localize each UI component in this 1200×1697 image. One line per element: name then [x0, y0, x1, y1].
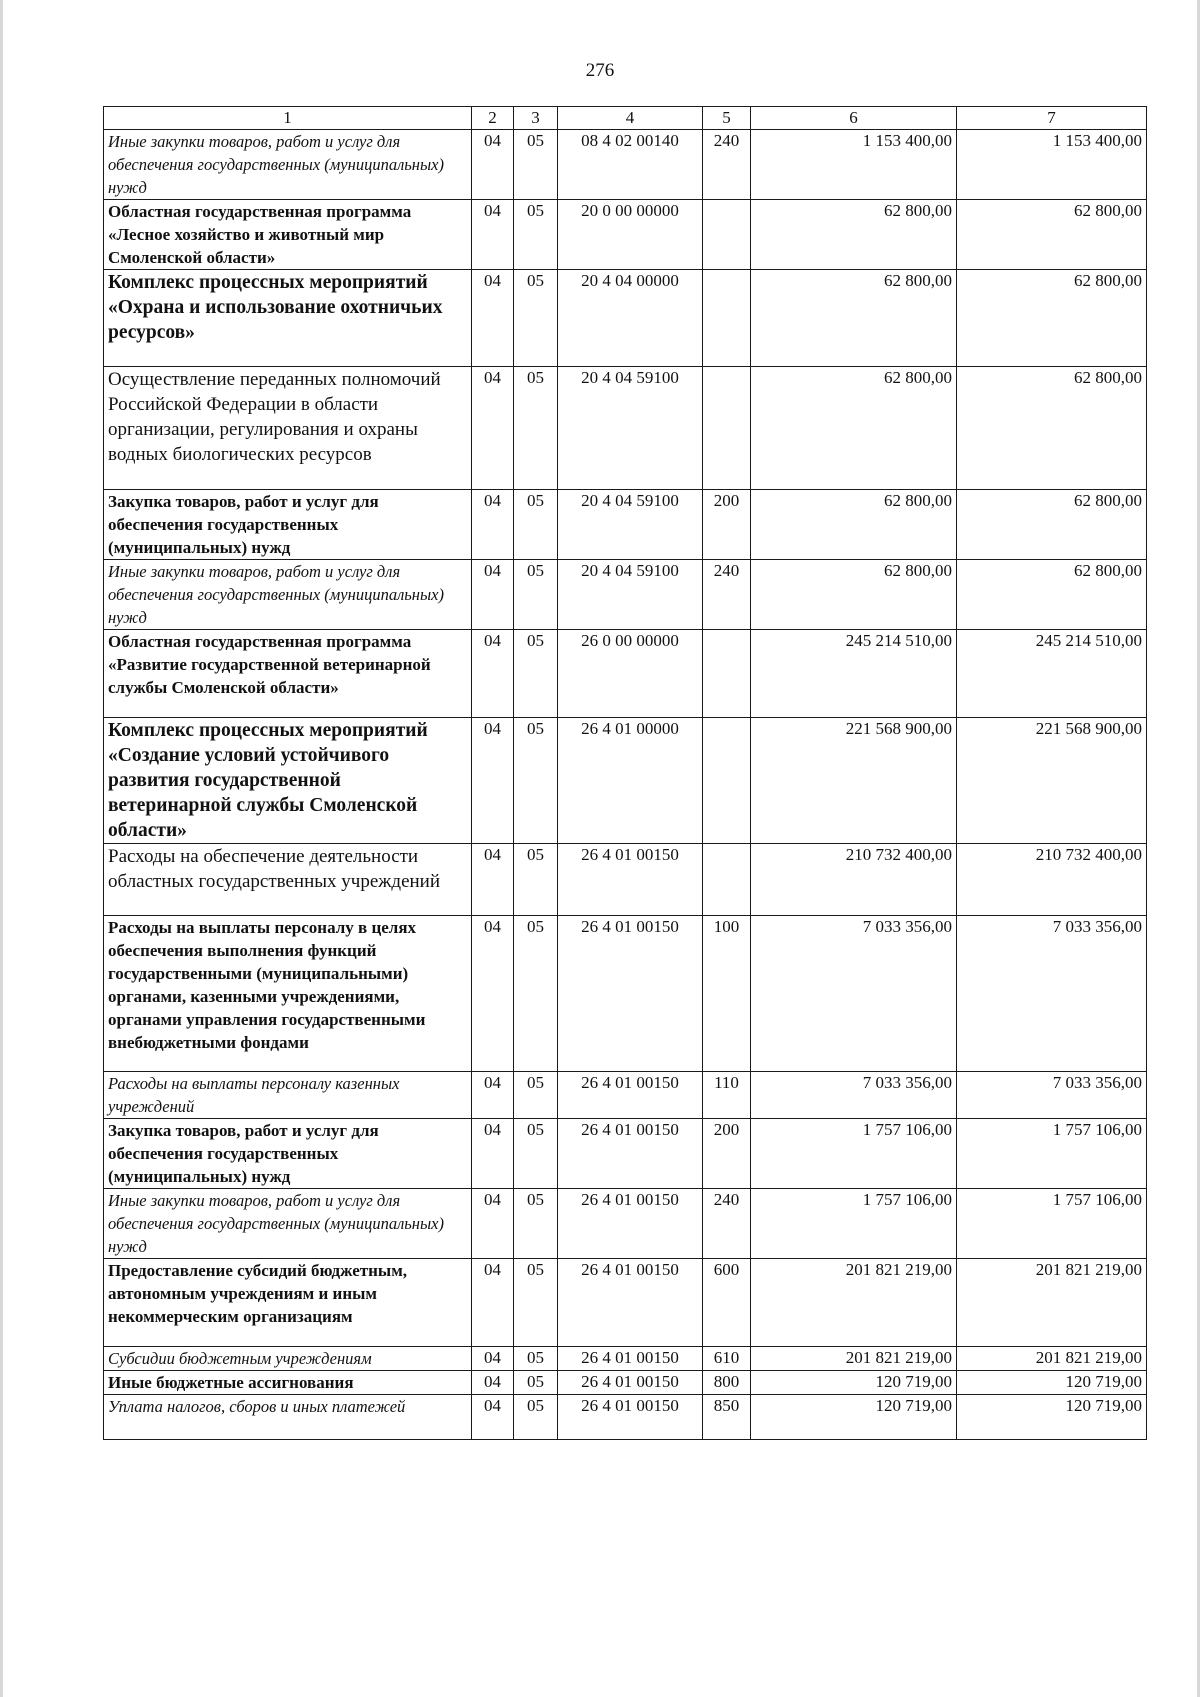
budget-table-body: [104, 130, 1147, 1440]
row-target-article-code: 26 4 01 00000: [558, 718, 703, 844]
row-name-cell: Иные закупки товаров, работ и услуг для обеспечения государственных (муниципальных) нужд: [104, 130, 472, 200]
table-row: [104, 270, 1147, 367]
table-row: [104, 490, 1147, 560]
row-section-code: 04: [472, 1119, 514, 1189]
row-amount-col-7: 7 033 356,00: [957, 1072, 1147, 1119]
table-row: [104, 1189, 1147, 1259]
row-target-article-code: 26 4 01 00150: [558, 1347, 703, 1371]
page-number: 276: [585, 60, 615, 81]
row-subsection-code: 05: [514, 916, 558, 1072]
row-section-code: 04: [472, 367, 514, 490]
row-amount-col-6: 1 153 400,00: [751, 130, 957, 200]
row-expense-type-code: 100: [703, 916, 751, 1072]
row-subsection-code: 05: [514, 718, 558, 844]
row-subsection-code: 05: [514, 1395, 558, 1440]
row-expense-type-code: 800: [703, 1371, 751, 1395]
row-subsection-code: 05: [514, 200, 558, 270]
table-row: [104, 560, 1147, 630]
row-target-article-code: 26 4 01 00150: [558, 1259, 703, 1347]
row-amount-col-6: 62 800,00: [751, 270, 957, 367]
budget-table: [103, 106, 1147, 1440]
row-target-article-code: 08 4 02 00140: [558, 130, 703, 200]
row-subsection-code: 05: [514, 367, 558, 490]
table-row: [104, 916, 1147, 1072]
row-amount-col-7: 221 568 900,00: [957, 718, 1147, 844]
row-name-cell: Иные бюджетные ассигнования: [104, 1371, 472, 1395]
row-section-code: 04: [472, 1259, 514, 1347]
row-expense-type-code: [703, 200, 751, 270]
row-target-article-code: 20 4 04 59100: [558, 560, 703, 630]
row-amount-col-6: 210 732 400,00: [751, 844, 957, 916]
row-expense-type-code: [703, 367, 751, 490]
row-target-article-code: 26 4 01 00150: [558, 1189, 703, 1259]
row-amount-col-7: 120 719,00: [957, 1395, 1147, 1440]
row-amount-col-7: 245 214 510,00: [957, 630, 1147, 718]
row-expense-type-code: 200: [703, 490, 751, 560]
row-target-article-code: 26 4 01 00150: [558, 1119, 703, 1189]
row-amount-col-7: 1 757 106,00: [957, 1119, 1147, 1189]
row-section-code: 04: [472, 1395, 514, 1440]
row-amount-col-7: 62 800,00: [957, 367, 1147, 490]
table-row: [104, 1371, 1147, 1395]
row-subsection-code: 05: [514, 1259, 558, 1347]
row-amount-col-7: 62 800,00: [957, 270, 1147, 367]
row-name-cell: Субсидии бюджетным учреждениям: [104, 1347, 472, 1371]
row-expense-type-code: [703, 718, 751, 844]
header-col-2: 2: [472, 107, 514, 130]
row-target-article-code: 26 4 01 00150: [558, 844, 703, 916]
row-target-article-code: 26 0 00 00000: [558, 630, 703, 718]
row-subsection-code: 05: [514, 1072, 558, 1119]
row-amount-col-7: 201 821 219,00: [957, 1259, 1147, 1347]
row-subsection-code: 05: [514, 1347, 558, 1371]
row-section-code: 04: [472, 844, 514, 916]
row-name-cell: Расходы на выплаты персоналу казенных учреждений: [104, 1072, 472, 1119]
row-expense-type-code: 850: [703, 1395, 751, 1440]
row-amount-col-7: 62 800,00: [957, 560, 1147, 630]
header-col-7: 7: [957, 107, 1147, 130]
row-name-cell: Уплата налогов, сборов и иных платежей: [104, 1395, 472, 1440]
table-row: [104, 367, 1147, 490]
row-subsection-code: 05: [514, 270, 558, 367]
row-section-code: 04: [472, 718, 514, 844]
row-name-cell: Закупка товаров, работ и услуг для обеспечения государственных (муниципальных) нужд: [104, 490, 472, 560]
row-subsection-code: 05: [514, 844, 558, 916]
row-expense-type-code: 610: [703, 1347, 751, 1371]
row-name-cell: Комплекс процессных мероприятий «Создание условий устойчивого развития государственной ветеринарной службы Смоленской области»: [104, 718, 472, 844]
header-col-4: 4: [558, 107, 703, 130]
row-amount-col-6: 1 757 106,00: [751, 1189, 957, 1259]
row-amount-col-7: 201 821 219,00: [957, 1347, 1147, 1371]
row-target-article-code: 20 4 04 59100: [558, 367, 703, 490]
row-amount-col-6: 62 800,00: [751, 367, 957, 490]
row-amount-col-7: 62 800,00: [957, 200, 1147, 270]
row-subsection-code: 05: [514, 130, 558, 200]
row-amount-col-7: 120 719,00: [957, 1371, 1147, 1395]
row-name-cell: Осуществление переданных полномочий Российской Федерации в области организации, регулирования и охраны водных биологических ресурсов: [104, 367, 472, 490]
row-name-cell: Комплекс процессных мероприятий «Охрана и использование охотничьих ресурсов»: [104, 270, 472, 367]
row-target-article-code: 20 0 00 00000: [558, 200, 703, 270]
row-name-cell: Областная государственная программа «Развитие государственной ветеринарной службы Смоленской области»: [104, 630, 472, 718]
row-name-cell: Иные закупки товаров, работ и услуг для обеспечения государственных (муниципальных) нужд: [104, 560, 472, 630]
table-row: [104, 1259, 1147, 1347]
row-expense-type-code: [703, 844, 751, 916]
row-subsection-code: 05: [514, 1371, 558, 1395]
row-amount-col-7: 1 757 106,00: [957, 1189, 1147, 1259]
row-amount-col-7: 1 153 400,00: [957, 130, 1147, 200]
table-row: [104, 630, 1147, 718]
row-target-article-code: 26 4 01 00150: [558, 1395, 703, 1440]
row-amount-col-6: 7 033 356,00: [751, 1072, 957, 1119]
row-target-article-code: 20 4 04 00000: [558, 270, 703, 367]
row-expense-type-code: [703, 630, 751, 718]
row-amount-col-7: 62 800,00: [957, 490, 1147, 560]
header-row: [104, 107, 1147, 130]
row-amount-col-6: 221 568 900,00: [751, 718, 957, 844]
row-name-cell: Областная государственная программа «Лесное хозяйство и животный мир Смоленской области»: [104, 200, 472, 270]
row-name-cell: Расходы на выплаты персоналу в целях обеспечения выполнения функций государственными (муниципальными) органами, казенными учреждениями, органами управления государственными внебюджетными фондами: [104, 916, 472, 1072]
row-amount-col-6: 62 800,00: [751, 200, 957, 270]
table-row: [104, 1347, 1147, 1371]
row-expense-type-code: [703, 270, 751, 367]
row-target-article-code: 26 4 01 00150: [558, 916, 703, 1072]
scan-edge-left: [0, 0, 3, 1697]
table-row: [104, 1395, 1147, 1440]
row-expense-type-code: 200: [703, 1119, 751, 1189]
row-section-code: 04: [472, 1371, 514, 1395]
row-subsection-code: 05: [514, 630, 558, 718]
row-amount-col-6: 62 800,00: [751, 560, 957, 630]
table-row: [104, 130, 1147, 200]
row-name-cell: Иные закупки товаров, работ и услуг для обеспечения государственных (муниципальных) нужд: [104, 1189, 472, 1259]
row-name-cell: Предоставление субсидий бюджетным, автономным учреждениям и иным некоммерческим организациям: [104, 1259, 472, 1347]
row-amount-col-6: 62 800,00: [751, 490, 957, 560]
row-subsection-code: 05: [514, 490, 558, 560]
row-section-code: 04: [472, 200, 514, 270]
row-section-code: 04: [472, 1072, 514, 1119]
row-amount-col-6: 201 821 219,00: [751, 1347, 957, 1371]
row-subsection-code: 05: [514, 1189, 558, 1259]
row-expense-type-code: 240: [703, 1189, 751, 1259]
row-target-article-code: 26 4 01 00150: [558, 1371, 703, 1395]
row-amount-col-6: 120 719,00: [751, 1395, 957, 1440]
table-row: [104, 1119, 1147, 1189]
header-col-1: 1: [104, 107, 472, 130]
header-col-3: 3: [514, 107, 558, 130]
table-row: [104, 844, 1147, 916]
row-section-code: 04: [472, 560, 514, 630]
table-row: [104, 1072, 1147, 1119]
row-expense-type-code: 240: [703, 560, 751, 630]
row-name-cell: Закупка товаров, работ и услуг для обеспечения государственных (муниципальных) нужд: [104, 1119, 472, 1189]
row-section-code: 04: [472, 1189, 514, 1259]
row-expense-type-code: 600: [703, 1259, 751, 1347]
row-section-code: 04: [472, 630, 514, 718]
row-amount-col-7: 7 033 356,00: [957, 916, 1147, 1072]
row-section-code: 04: [472, 1347, 514, 1371]
row-amount-col-6: 201 821 219,00: [751, 1259, 957, 1347]
row-section-code: 04: [472, 916, 514, 1072]
row-section-code: 04: [472, 130, 514, 200]
row-amount-col-6: 7 033 356,00: [751, 916, 957, 1072]
row-subsection-code: 05: [514, 560, 558, 630]
header-col-6: 6: [751, 107, 957, 130]
row-name-cell: Расходы на обеспечение деятельности областных государственных учреждений: [104, 844, 472, 916]
row-target-article-code: 20 4 04 59100: [558, 490, 703, 560]
table-row: [104, 200, 1147, 270]
row-target-article-code: 26 4 01 00150: [558, 1072, 703, 1119]
row-amount-col-6: 1 757 106,00: [751, 1119, 957, 1189]
header-col-5: 5: [703, 107, 751, 130]
row-section-code: 04: [472, 490, 514, 560]
row-expense-type-code: 110: [703, 1072, 751, 1119]
row-section-code: 04: [472, 270, 514, 367]
row-amount-col-6: 245 214 510,00: [751, 630, 957, 718]
row-amount-col-7: 210 732 400,00: [957, 844, 1147, 916]
row-expense-type-code: 240: [703, 130, 751, 200]
row-amount-col-6: 120 719,00: [751, 1371, 957, 1395]
row-subsection-code: 05: [514, 1119, 558, 1189]
table-row: [104, 718, 1147, 844]
